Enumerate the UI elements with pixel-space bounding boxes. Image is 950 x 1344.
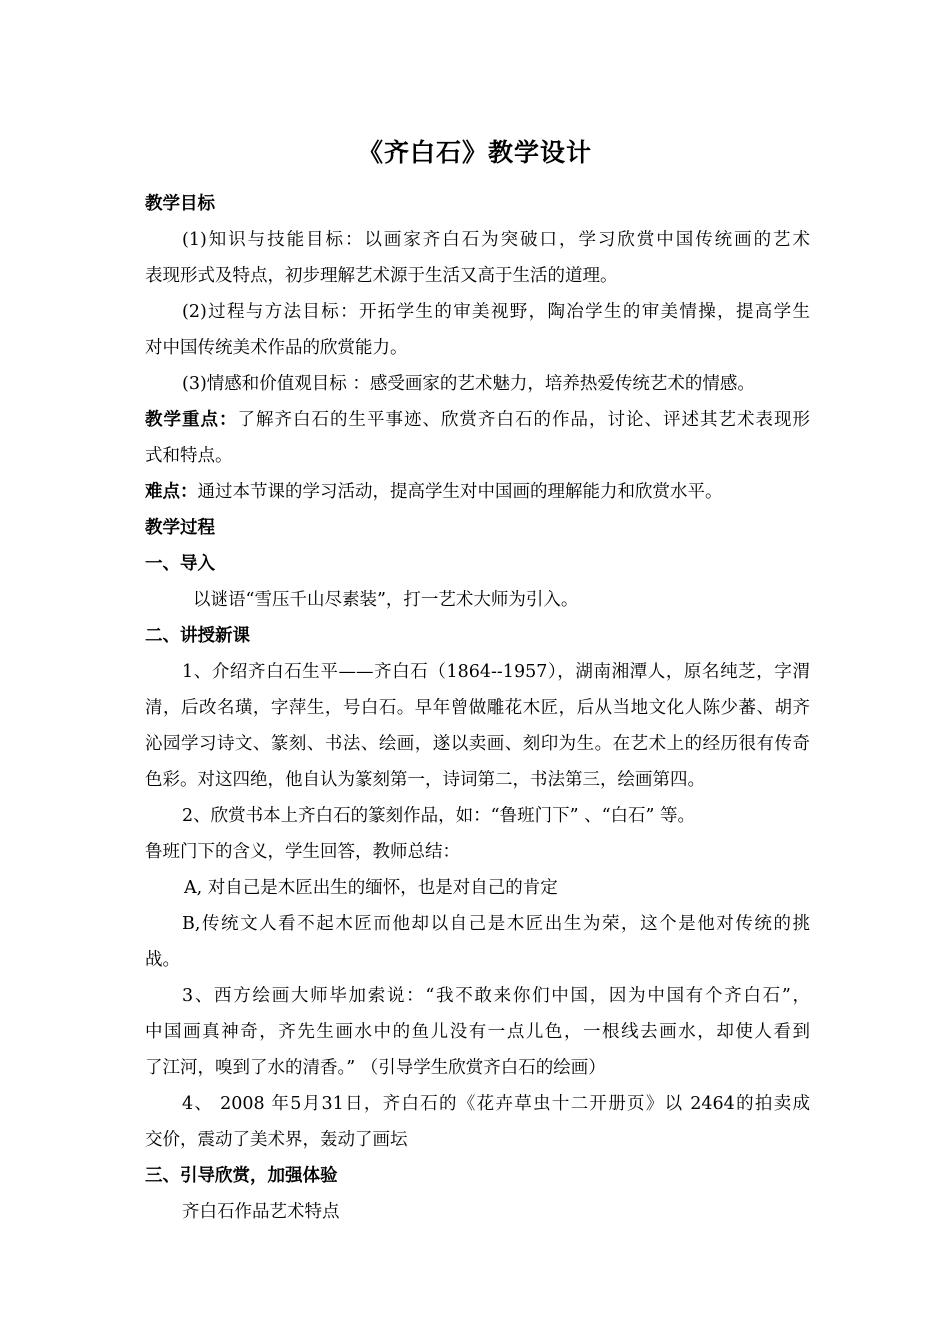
difficulty-label: 难点： [145,482,198,502]
item-4-line-2: 交价，震动了美术界，轰动了画坛 [145,1130,408,1150]
item-4-line-1: 4、 2008 年5月31日，齐白石的《花卉草虫十二开册页》以 2464的拍卖成 [182,1094,810,1114]
part-3-heading: 三、引导欣赏，加强体验 [145,1166,338,1186]
document-body [145,186,810,1230]
item-3-line-3: 了江河，嗅到了水的清香。” （引导学生欣赏齐白石的绘画） [145,1058,606,1078]
objective-1-line-2: 表现形式及特点，初步理解艺术源于生活又高于生活的道理。 [145,266,618,286]
item-3-line-1: 3、西方绘画大师毕加索说：“我不敢来你们中国，因为中国有个齐白石”， [182,986,810,1006]
part-1-text: 以谜语“雪压千山尽素装”，打一艺术大师为引入。 [193,590,579,610]
item-1-line-3: 沁园学习诗文、篆刻、书法、绘画，遂以卖画、刻印为生。在艺术上的经历很有传奇 [145,734,810,754]
objective-2-line-1: (2)过程与方法目标：开拓学生的审美视野，陶冶学生的审美情操，提高学生 [182,302,810,322]
key-points-line-2: 式和特点。 [145,446,233,466]
part-1-heading: 一、导入 [145,554,215,574]
key-points-line-1 [145,402,810,438]
difficulty-text: 通过本节课的学习活动，提高学生对中国画的理解能力和欣赏水平。 [197,482,723,502]
objectives-heading: 教学目标 [145,194,215,214]
item-a: A, 对自己是木匠出生的缅怀，也是对自己的肯定 [184,878,558,898]
objective-1-line-1: (1)知识与技能目标：以画家齐白石为突破口，学习欣赏中国传统画的艺术 [182,230,810,250]
part-2-heading: 二、讲授新课 [145,626,250,646]
page-title: 《齐白石》教学设计 [357,138,592,167]
objective-2-line-2: 对中国传统美术作品的欣赏能力。 [145,338,408,358]
part-3-text: 齐白石作品艺术特点 [182,1202,340,1222]
item-b-line-2: 战。 [145,950,180,970]
key-points-text: 了解齐白石的生平事迹、欣赏齐白石的作品，讨论、评述其艺术表现形 [237,410,810,430]
key-points-label: 教学重点： [145,410,238,430]
item-1-line-1: 1、介绍齐白石生平——齐白石（1864--1957），湖南湘潭人，原名纯芝，字渭 [182,662,810,682]
item-2-line-2: 鲁班门下的含义，学生回答，教师总结： [145,842,460,862]
process-heading: 教学过程 [145,518,215,538]
item-3-line-2: 中国画真神奇，齐先生画水中的鱼儿没有一点儿色，一根线去画水，却使人看到 [145,1022,810,1042]
objective-3: (3)情感和价值观目标 ：感受画家的艺术魅力，培养热爱传统艺术的情感。 [182,374,755,394]
difficulty-line [145,474,810,510]
item-2-line-1: 2、欣赏书本上齐白石的篆刻作品，如：“鲁班门下” 、“白石” 等。 [182,806,696,826]
item-1-line-4: 色彩。对这四绝，他自认为篆刻第一，诗词第二，书法第三，绘画第四。 [145,770,705,790]
item-1-line-2: 清，后改名璜，字萍生，号白石。早年曾做雕花木匠，后从当地文化人陈少蕃、胡齐 [145,698,810,718]
item-b-line-1: B,传统文人看不起木匠而他却以自己是木匠出生为荣，这个是他对传统的挑 [182,914,810,934]
